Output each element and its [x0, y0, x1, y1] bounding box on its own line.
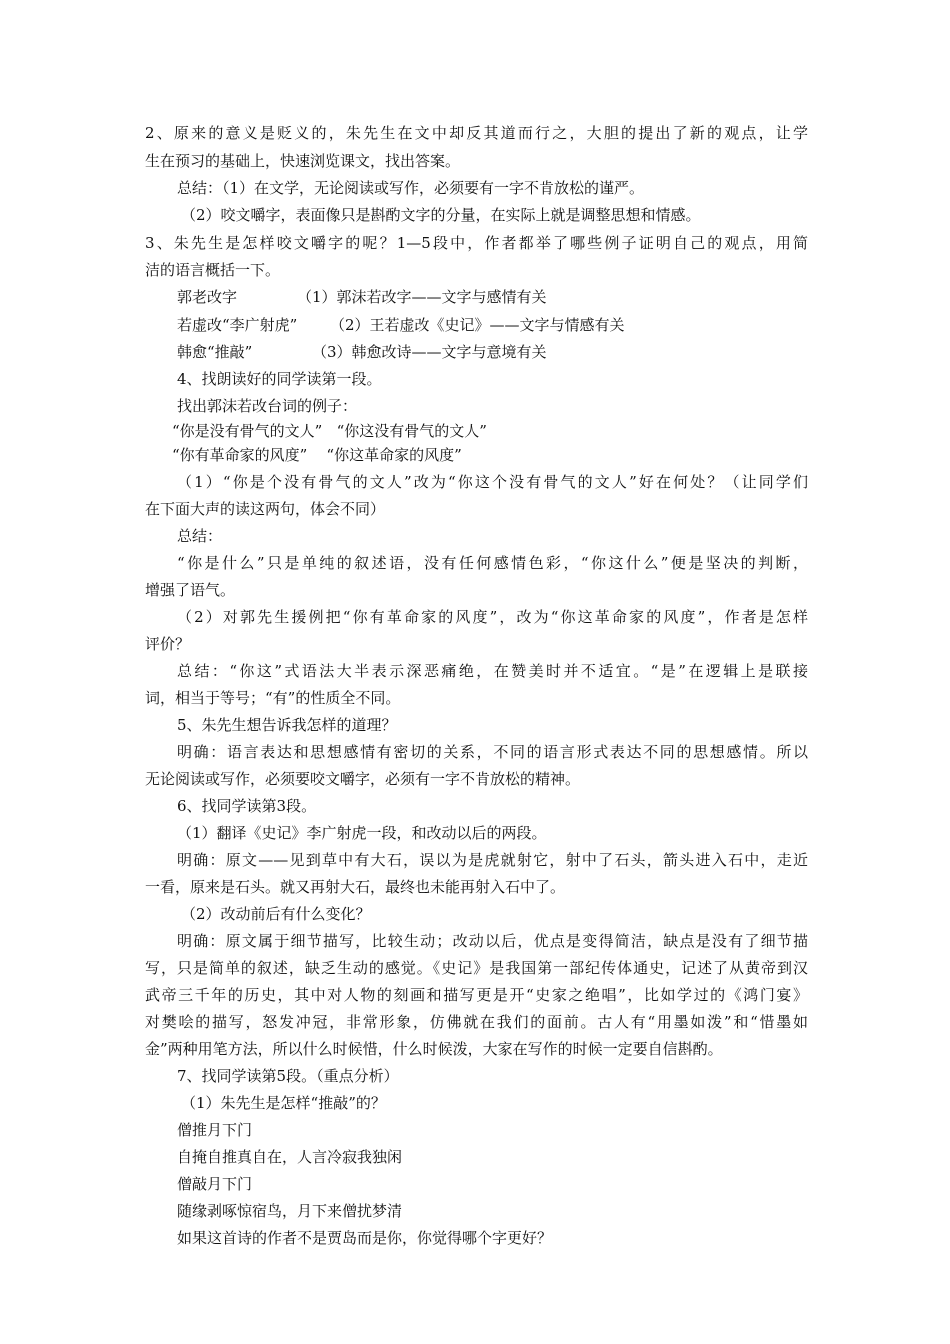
paragraph-5: 5、朱先生想告诉我怎样的道理？ — [177, 716, 397, 734]
example-1-text: （1）郭沫若改字——文字与感情有关 — [297, 288, 547, 306]
paragraph-3-line-2: 洁的语言概括一下。 — [145, 261, 281, 279]
final-question: 如果这首诗的作者不是贾岛而是你，你觉得哪个字更好？ — [177, 1229, 553, 1247]
clarify-2-line-1: 明确：原文——见到草中有大石，误以为是虎就射它，射中了石头，箭头进入石中，走近 — [177, 851, 808, 869]
summary-4-line-2: 词，相当于等号；“有”的性质全不同。 — [145, 689, 401, 707]
summary-3-line-2: 增强了语气。 — [145, 581, 236, 599]
question-1-line-2: 在下面大声的读这两句，体会不同） — [145, 500, 386, 518]
paragraph-2-line-2: 生在预习的基础上，快速浏览课文，找出答案。 — [145, 152, 461, 170]
paragraph-4: 4、找朗读好的同学读第一段。 — [177, 370, 382, 388]
clarify-3-line-1: 明确：原文属于细节描写，比较生动；改动以后，优点是变得简洁，缺点是没有了细节描 — [177, 932, 808, 950]
example-3-text: （3）韩愈改诗——文字与意境有关 — [312, 343, 547, 361]
example-1-label: 郭老改字 — [177, 288, 238, 306]
summary-2: （2）咬文嚼字，表面像只是斟酌文字的分量，在实际上就是调整思想和情感。 — [181, 206, 701, 224]
summary-1: 总结：（1）在文学，无论阅读或写作，必须要有一字不肯放松的谨严。 — [177, 179, 645, 197]
summary-4-line-1: 总结：“你这”式语法大半表示深恶痛绝，在赞美时并不适宜。“是”在逻辑上是联接 — [177, 662, 808, 680]
clarify-3-line-4: 对樊哙的描写，怒发冲冠，非常形象，仿佛就在我们的面前。古人有“用墨如泼”和“惜墨如 — [145, 1013, 808, 1031]
example-2-label: 若虚改“李广射虎” — [177, 316, 298, 334]
paragraph-3-line-1: 3、朱先生是怎样咬文嚼字的呢？1—5段中，作者都举了哪些例子证明自己的观点，用简 — [145, 234, 808, 252]
clarify-3-line-2: 写，只是简单的叙述，缺乏生动的感觉。《史记》是我国第一部纪传体通史，记述了从黄帝到汉 — [145, 959, 808, 977]
paragraph-find-examples: 找出郭沫若改台词的例子： — [177, 397, 358, 415]
summary-label: 总结： — [177, 527, 223, 545]
poem-line-3: 僧敲月下门 — [177, 1175, 253, 1193]
paragraph-6: 6、找同学读第3段。 — [177, 797, 317, 815]
quote-pair-2: “你有革命家的风度” “你这革命家的风度” — [172, 446, 462, 464]
poem-line-2: 自掩自推真自在，人言冷寂我独闲 — [177, 1148, 403, 1166]
question-2-line-2: 评价？ — [145, 635, 191, 653]
question-2-line-1: （2）对郭先生援例把“你有革命家的风度”，改为“你这革命家的风度”，作者是怎样 — [177, 608, 808, 626]
clarify-3-line-3: 武帝三千年的历史，其中对人物的刻画和描写更是开“史家之绝唱”，比如学过的《鸿门宴》 — [145, 986, 808, 1004]
summary-3-line-1: “你是什么”只是单纯的叙述语，没有任何感情色彩，“你这什么”便是坚决的判断， — [177, 554, 808, 572]
example-3-label: 韩愈“推敲” — [177, 343, 253, 361]
clarify-2-line-2: 一看，原来是石头。就又再射大石，最终也未能再射入石中了。 — [145, 878, 566, 896]
question-5: （1）朱先生是怎样“推敲”的？ — [181, 1094, 386, 1112]
question-4: （2）改动前后有什么变化？ — [181, 905, 371, 923]
paragraph-2-line-1: 2、原来的意义是贬义的，朱先生在文中却反其道而行之，大胆的提出了新的观点，让学 — [145, 124, 808, 142]
question-3: （1）翻译《史记》李广射虎一段，和改动以后的两段。 — [177, 824, 547, 842]
quote-pair-1: “你是没有骨气的文人” “你这没有骨气的文人” — [172, 422, 487, 440]
clarify-1-line-1: 明确：语言表达和思想感情有密切的关系，不同的语言形式表达不同的思想感情。所以 — [177, 743, 808, 761]
question-1-line-1: （1）“你是个没有骨气的文人”改为“你这个没有骨气的文人”好在何处？（让同学们 — [177, 473, 808, 491]
clarify-1-line-2: 无论阅读或写作，必须要咬文嚼字，必须有一字不肯放松的精神。 — [145, 770, 581, 788]
example-2-text: （2）王若虚改《史记》——文字与情感有关 — [330, 316, 625, 334]
paragraph-7: 7、找同学读第5段。（重点分析） — [177, 1067, 399, 1085]
poem-line-4: 随缘剥啄惊宿鸟，月下来僧扰梦清 — [177, 1202, 403, 1220]
clarify-3-line-5: 金”两种用笔方法，所以什么时候惜，什么时候泼，大家在写作的时候一定要自信斟酌。 — [145, 1040, 723, 1058]
poem-line-1: 僧推月下门 — [177, 1121, 253, 1139]
